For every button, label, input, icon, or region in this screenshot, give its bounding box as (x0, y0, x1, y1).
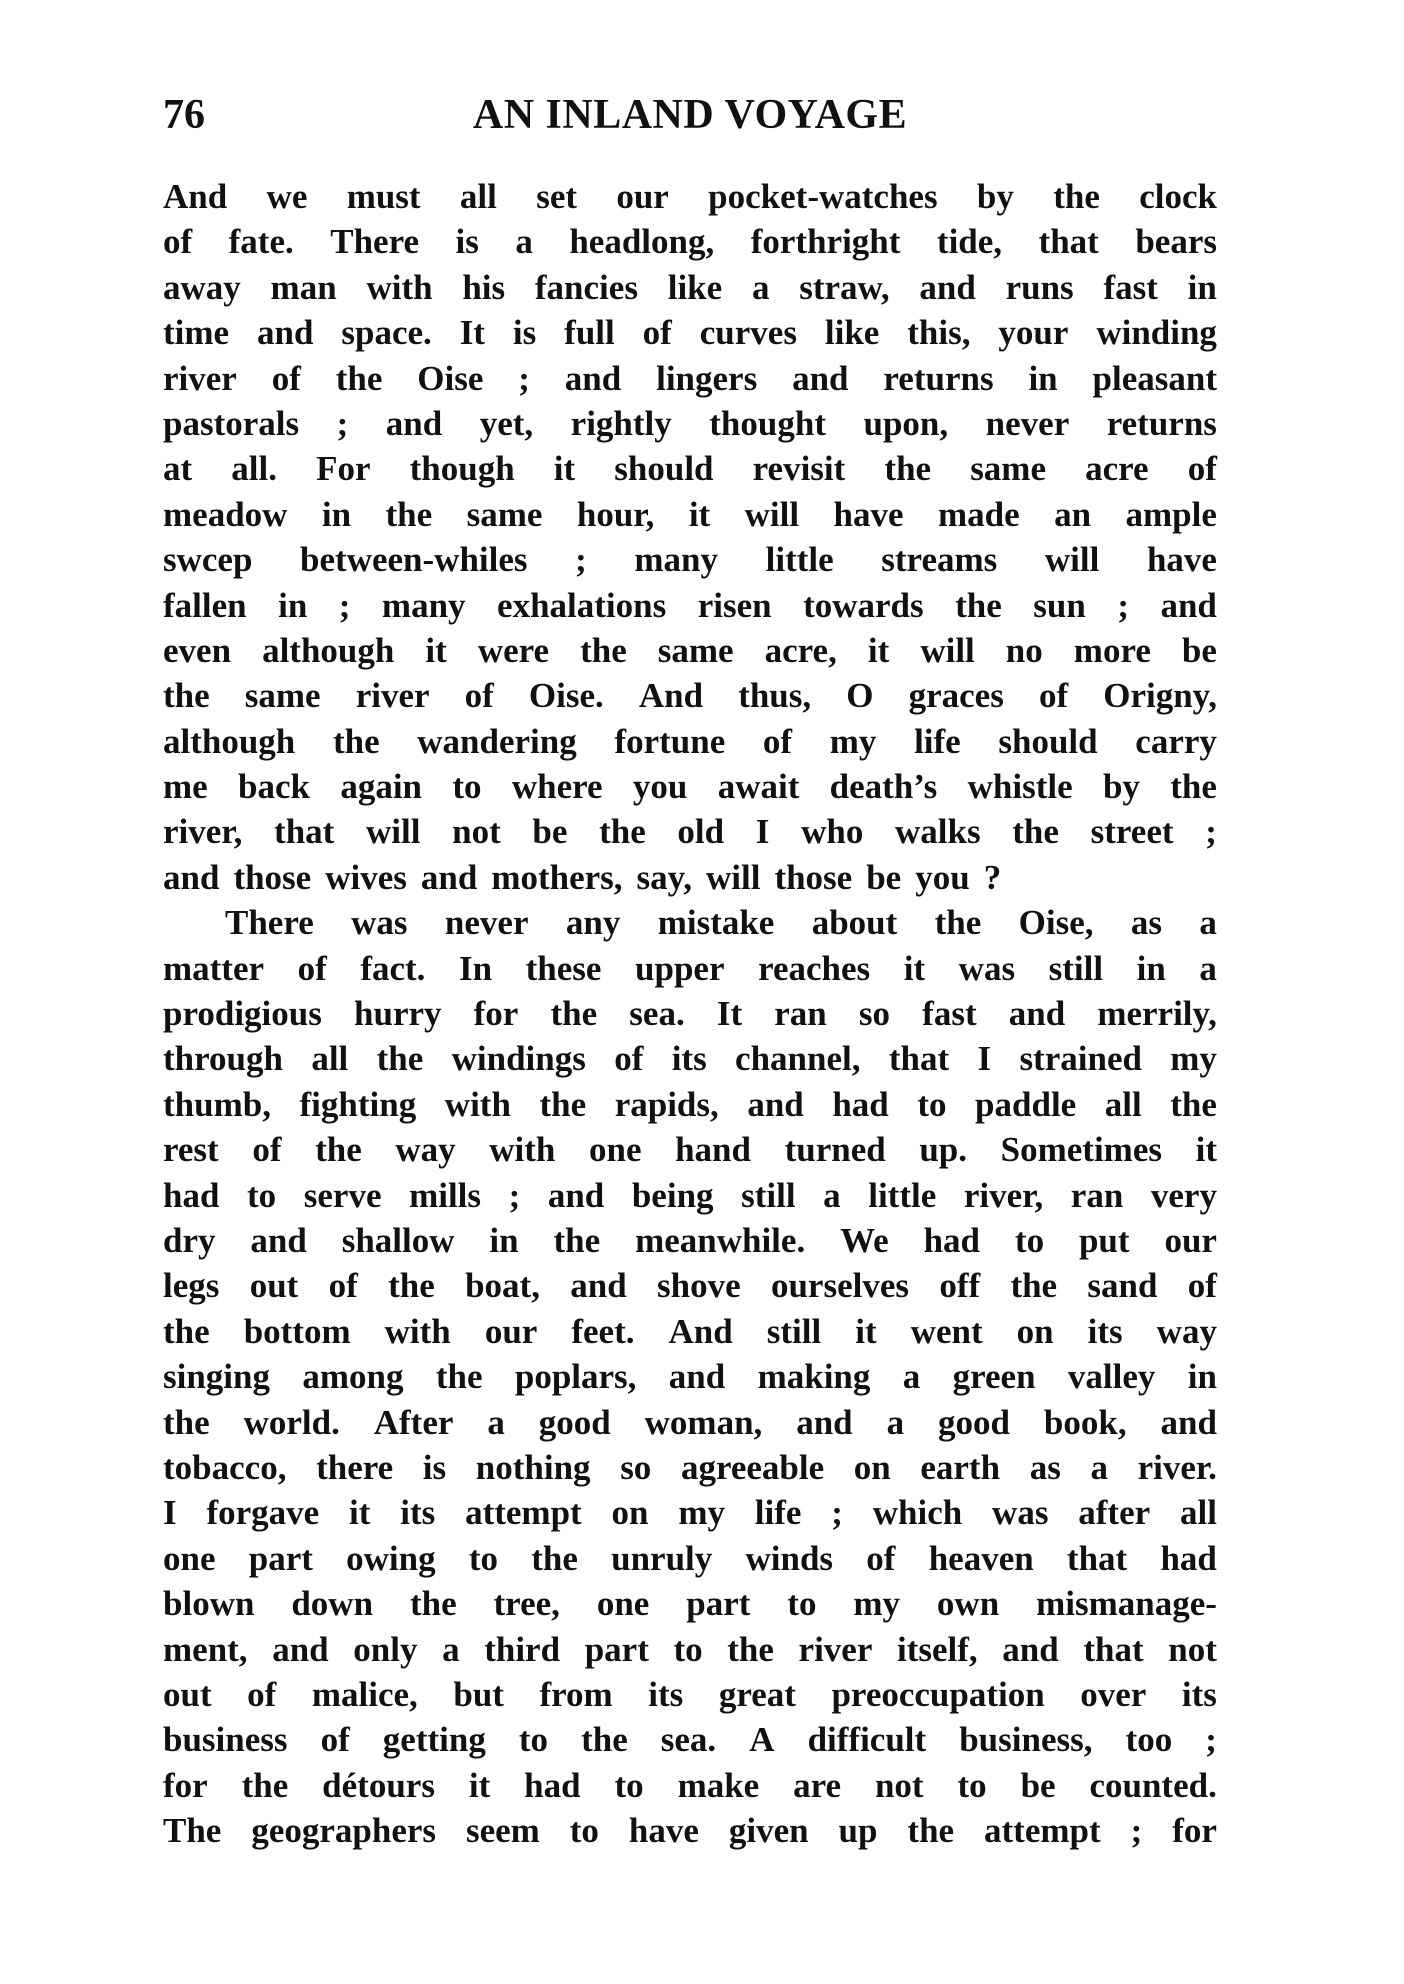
text-line: dry and shallow in the meanwhile. We had to put our (163, 1220, 1217, 1260)
paragraph-first-line: There was never any mistake about the Oise, as a (225, 903, 1217, 943)
text-line: I forgave it its attempt on my life ; which was after all (163, 1493, 1217, 1533)
text-line: matter of fact. In these upper reaches it was still in a (163, 948, 1217, 988)
text-line: one part owing to the unruly winds of heaven that had (163, 1538, 1217, 1578)
text-line: through all the windings of its channel, that I strained my (163, 1039, 1217, 1079)
text-line: river, that will not be the old I who walks the street ; (163, 812, 1217, 852)
body-text (163, 174, 1217, 1853)
text-line: at all. For though it should revisit the same acre of (163, 449, 1217, 489)
text-line: meadow in the same hour, it will have made an ample (163, 494, 1217, 534)
text-line: me back again to where you await death’s whistle by the (163, 767, 1217, 807)
book-page (163, 80, 1217, 1853)
text-line: singing among the poplars, and making a green valley in (163, 1357, 1217, 1397)
text-line: pastorals ; and yet, rightly thought upon, never returns (163, 403, 1217, 443)
text-line: out of malice, but from its great preoccupation over its (163, 1674, 1217, 1714)
text-line: thumb, fighting with the rapids, and had to paddle all the (163, 1084, 1217, 1124)
text-line: had to serve mills ; and being still a little river, ran very (163, 1175, 1217, 1215)
text-line: And we must all set our pocket-watches by the clock (163, 177, 1217, 216)
text-line: the world. After a good woman, and a good book, and (163, 1402, 1217, 1442)
text-line: river of the Oise ; and lingers and returns in pleasant (163, 358, 1217, 398)
text-line: rest of the way with one hand turned up. Sometimes it (163, 1130, 1217, 1170)
text-line: The geographers seem to have given up the attempt ; for (163, 1811, 1217, 1851)
text-line: legs out of the boat, and shove ourselves off the sand of (163, 1266, 1217, 1306)
text-line: the same river of Oise. And thus, O graces of Origny, (163, 676, 1217, 716)
text-line: blown down the tree, one part to my own mismanage- (163, 1584, 1217, 1624)
text-line: business of getting to the sea. A difficult business, too ; (163, 1720, 1217, 1760)
text-line: prodigious hurry for the sea. It ran so fast and merrily, (163, 994, 1217, 1034)
text-line: of fate. There is a headlong, forthright tide, that bears (163, 222, 1217, 262)
text-line: for the détours it had to make are not to be counted. (163, 1765, 1217, 1805)
text-line: fallen in ; many exhalations risen towards the sun ; and (163, 585, 1217, 625)
text-line: away man with his fancies like a straw, and runs fast in (163, 267, 1217, 307)
text-line: although the wandering fortune of my life should carry (163, 721, 1217, 761)
text-line: the bottom with our feet. And still it went on its way (163, 1311, 1217, 1351)
text-line: swcep between-whiles ; many little streams will have (163, 540, 1217, 580)
page-number: 76 (163, 92, 205, 138)
paragraph-last-line: and those wives and mothers, say, will those be you ? (163, 857, 1002, 897)
text-line: ment, and only a third part to the river itself, and that not (163, 1629, 1217, 1669)
text-line: tobacco, there is nothing so agreeable on earth as a river. (163, 1447, 1217, 1487)
book-title: AN INLAND VOYAGE (472, 92, 908, 138)
text-line: even although it were the same acre, it will no more be (163, 630, 1217, 670)
running-head (163, 86, 1217, 156)
text-line: time and space. It is full of curves like this, your winding (163, 313, 1217, 353)
